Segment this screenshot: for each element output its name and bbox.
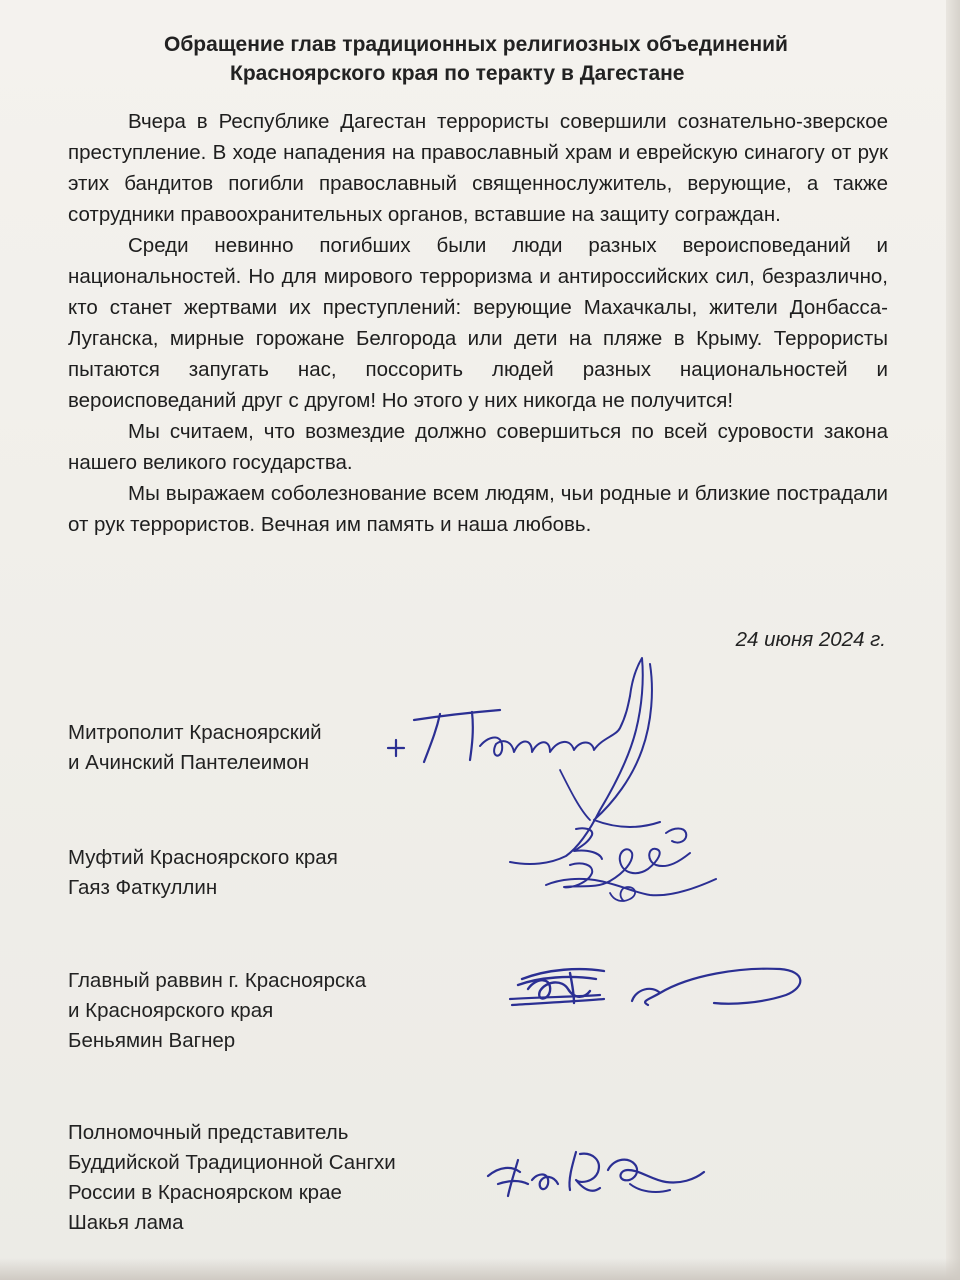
signatory-line: Митрополит Красноярский [68, 721, 322, 744]
title-line-2: Красноярского края по теракту в Дагестане [230, 62, 685, 85]
signature-lama [480, 1140, 740, 1210]
signatory-line: Главный раввин г. Красноярска [68, 969, 367, 992]
signatory-line: Шакья лама [68, 1211, 184, 1234]
signatory-mufti [68, 843, 488, 903]
page-edge-bottom [0, 1258, 960, 1280]
paragraph-2: Среди невинно погибших были люди разных вероисповеданий и национальностей. Но для мирового терроризма и антироссийских сил, безразлично, кто станет жертвами их преступлений: верующие Махачкалы, жители Донбасса-Луганска, мирные горожане Белгорода или дети на пляже в Крыму. Террористы пытаются запугать нас, поссорить людей разных национальностей и вероисповеданий друг с другом! Но этого у них никогда не получится! [68, 234, 888, 412]
signature-mufti [540, 815, 760, 915]
signatory-line: Гаяз Фаткуллин [68, 876, 218, 899]
paragraph-4: Мы выражаем соболезнование всем людям, чьи родные и близкие пострадали от рук террористов. Вечная им память и наша любовь. [68, 482, 888, 536]
signatory-line: Полномочный представитель [68, 1121, 349, 1144]
paragraph-1: Вчера в Республике Дагестан террористы совершили сознательно-зверское преступление. В ходе нападения на православный храм и еврейскую синагогу от рук этих бандитов погибли православный священнослужитель, верующие, а также сотрудники правоохранительных органов, вставшие на защиту сограждан. [68, 110, 888, 226]
signatory-line: и Красноярского края [68, 999, 274, 1022]
signatory-lama [68, 1118, 488, 1238]
signatory-line: Буддийской Традиционной Сангхи [68, 1151, 396, 1174]
signatory-line: Муфтий Красноярского края [68, 846, 338, 869]
page-edge-right [946, 0, 960, 1280]
paragraph-3: Мы считаем, что возмездие должно совершиться по всей суровости закона нашего великого государства. [68, 420, 888, 474]
signatory-line: России в Красноярском крае [68, 1181, 342, 1204]
document-body [68, 106, 888, 540]
signature-rabbi [500, 955, 820, 1025]
signatory-rabbi [68, 966, 488, 1056]
document-date: 24 июня 2024 г. [735, 628, 886, 651]
document-title [150, 30, 870, 88]
title-line-1: Обращение глав традиционных религиозных объединений [164, 33, 788, 56]
signatory-line: и Ачинский Пантелеимон [68, 751, 310, 774]
signatory-line: Беньямин Вагнер [68, 1029, 236, 1052]
